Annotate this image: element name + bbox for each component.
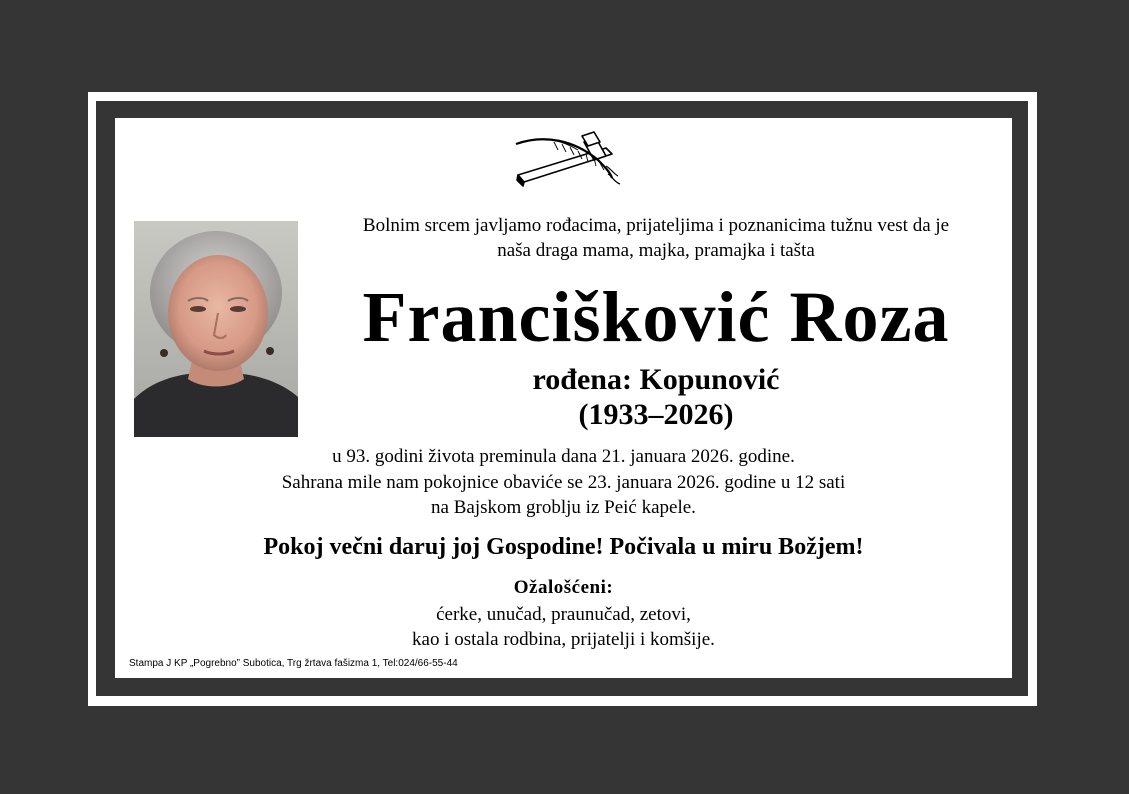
cross-with-palm-icon: [514, 130, 624, 188]
details-line-1: u 93. godini života preminula dana 21. januara 2026. godine.: [332, 446, 795, 467]
printer-credit: Stampa J KP „Pogrebno” Subotica, Trg žrtava fašizma 1, Tel:024/66-55-44: [129, 658, 458, 669]
deceased-name: Francišković Roza: [362, 277, 950, 357]
mourners-line-1: ćerke, unučad, praunučad, zetovi,: [436, 604, 691, 625]
portrait-photo: [134, 221, 298, 437]
mourners-list: [115, 602, 1012, 652]
intro-line-2: naša draga mama, majka, pramajka i tašta: [497, 240, 815, 261]
maiden-name: rođena: Kopunović: [532, 363, 780, 396]
mourners-line-2: kao i ostala rodbina, prijatelji i komšije.: [412, 629, 715, 650]
mourners-heading: Ožalošćeni:: [513, 577, 614, 598]
details-line-3: na Bajskom groblju iz Peić kapele.: [431, 497, 696, 518]
funeral-details: [115, 444, 1012, 521]
intro-text: [300, 213, 1012, 263]
prayer-text: Pokoj večni daruj joj Gospodine! Počivala u miru Božjem!: [263, 534, 864, 560]
details-line-2: Sahrana mile nam pokojnice obaviće se 23. januara 2026. godine u 12 sati: [281, 471, 846, 493]
intro-line-1: Bolnim srcem javljamo rođacima, prijateljima i poznanicima tužnu vest da je: [362, 215, 950, 236]
life-years: (1933–2026): [578, 398, 734, 431]
